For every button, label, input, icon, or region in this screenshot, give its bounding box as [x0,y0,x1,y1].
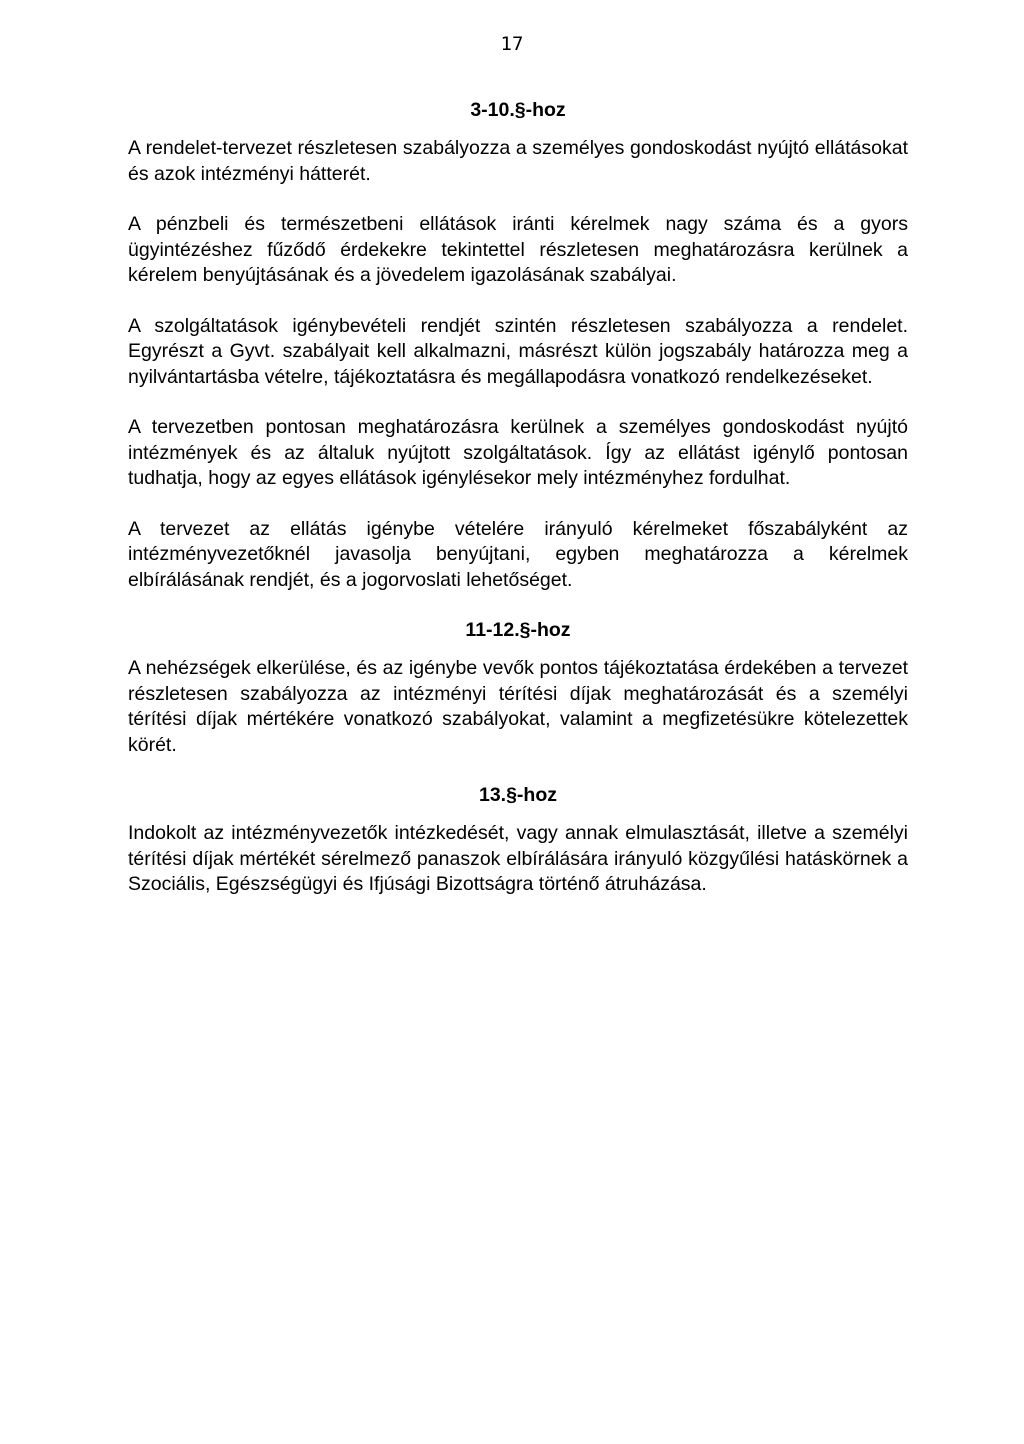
paragraph: A tervezet az ellátás igénybe vételére irányuló kérelmeket főszabályként az intézményvezetőknél javasolja benyújtani, egyben meghatározza a kérelmek elbírálásának rendjét, és a jogorvoslati lehetőséget. [128,517,908,591]
paragraph: A pénzbeli és természetbeni ellátások iránti kérelmek nagy száma és a gyors ügyintézéshez fűződő érdekekre tekintettel részletesen meghatározásra kerülnek a kérelem benyújtásának és a jövedelem igazolásának szabályai. [128,213,908,286]
document-body [128,98,908,923]
paragraph: Indokolt az intézményvezetők intézkedését, vagy annak elmulasztását, illetve a személyi térítési díjak mértékét sérelmező panaszok elbírálására irányuló közgyűlési hatáskörnek a Szociális, Egészségügyi és Ifjúsági Bizottságra történő átruházása. [128,822,908,895]
paragraph: A rendelet-tervezet részletesen szabályozza a személyes gondoskodást nyújtó ellátásokat és azok intézményi hátterét. [128,137,908,185]
section-heading: 3-10.§-hoz [470,99,566,121]
section-heading: 13.§-hoz [478,784,558,806]
section-heading: 11-12.§-hoz [465,619,571,641]
page-number: 17 [500,33,524,55]
paragraph: A szolgáltatások igénybevételi rendjét szintén részletesen szabályozza a rendelet. Egyrészt a Gyvt. szabályait kell alkalmazni, másrészt külön jogszabály határozza meg a nyilvántartásba vételre, tájékoztatásra és megállapodásra vonatkozó rendelkezéseket. [128,314,908,388]
paragraph: A tervezetben pontosan meghatározásra kerülnek a személyes gondoskodást nyújtó intézmények és az általuk nyújtott szolgáltatások. Így az ellátást igénylő pontosan tudhatja, hogy az egyes ellátások igénylésekor mely intézményhez fordulhat. [128,416,908,489]
paragraph: A nehézségek elkerülése, és az igénybe vevők pontos tájékoztatása érdekében a tervezet részletesen szabályozza az intézményi térítési díjak meghatározását és a személyi térítési díjak mértékére vonatkozó szabályokat, valamint a megfizetésükre kötelezettek körét. [128,657,908,756]
